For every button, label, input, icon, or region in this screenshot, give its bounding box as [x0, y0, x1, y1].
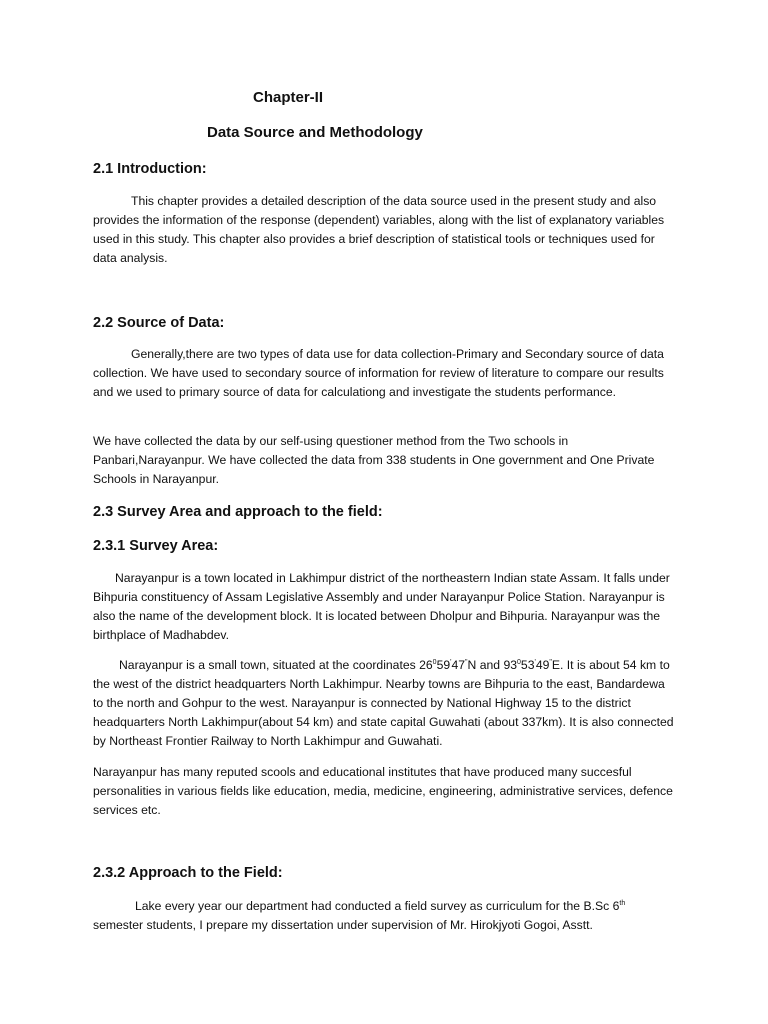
- section-2-2-heading: 2.2 Source of Data:: [93, 315, 225, 331]
- section-2-1-heading: 2.1 Introduction:: [93, 161, 207, 177]
- section-2-3-2-heading: 2.3.2 Approach to the Field:: [93, 865, 283, 881]
- section-2-1-paragraph: This chapter provides a detailed description of the data source used in the present study and also provides the information of the response (dependent) variables, along with the list of explanatory variables used in this study. This chapter also provides a brief description of statistical tools or techniques used for data analysis.: [93, 194, 665, 265]
- section-2-3-heading: 2.3 Survey Area and approach to the field:: [93, 504, 383, 520]
- section-2-3-1-paragraph-3: Narayanpur has many reputed scools and educational institutes that have produced many succesful personalities in various fields like education, media, medicine, engineering, administrative services, defence services etc.: [93, 765, 673, 817]
- section-2-3-1-paragraph-2: Narayanpur is a small town, situated at the coordinates $26^059'47^"N$ and $93^053'49^"E$. It is about 54 km to the west of the district headquarters North Lakhimpur. Nearby towns are Bihpuria to the east, Bandardewa to the north and Gohpur to the west. Narayanpur is connected by National Highway 15 to the district headquarters North Lakhimpur(about 54 km) and state capital Guwahati (about 337km). It is also connected by Northeast Frontier Railway to North Lakhimpur and Guwahati.: [93, 658, 674, 748]
- section-2-3-1-heading: 2.3.1 Survey Area:: [93, 538, 219, 554]
- chapter-title: Data Source and Methodology: [207, 124, 423, 141]
- section-2-2-paragraph-2: We have collected the data by our self-using questioner method from the Two schools in Panbari,Narayanpur. We have collected the data from 338 students in One government and One Private Schools in Narayanpur.: [93, 434, 655, 486]
- section-2-3-2-paragraph: Lake every year our department had conducted a field survey as curriculum for the B.Sc 6th semester students, I prepare my dissertation under supervision of Mr. Hirokjyoti Gogoi, Asstt.: [93, 899, 626, 932]
- section-2-3-1-paragraph-1: Narayanpur is a town located in Lakhimpur district of the northeastern Indian state Assam. It falls under Bihpuria constituency of Assam Legislative Assembly and under Narayanpur Police Station. Narayanpur is also the name of the development block. It is located between Dholpur and Bihpuria. Narayanpur was the birthplace of Madhabdev.: [93, 571, 670, 642]
- section-2-2-paragraph-1: Generally,there are two types of data use for data collection-Primary and Secondary source of data collection. We have used to secondary source of information for review of literature to compare our results and we used to primary source of data for calculationg and investigate the students performance.: [93, 347, 664, 399]
- chapter-number: Chapter-II: [253, 89, 324, 106]
